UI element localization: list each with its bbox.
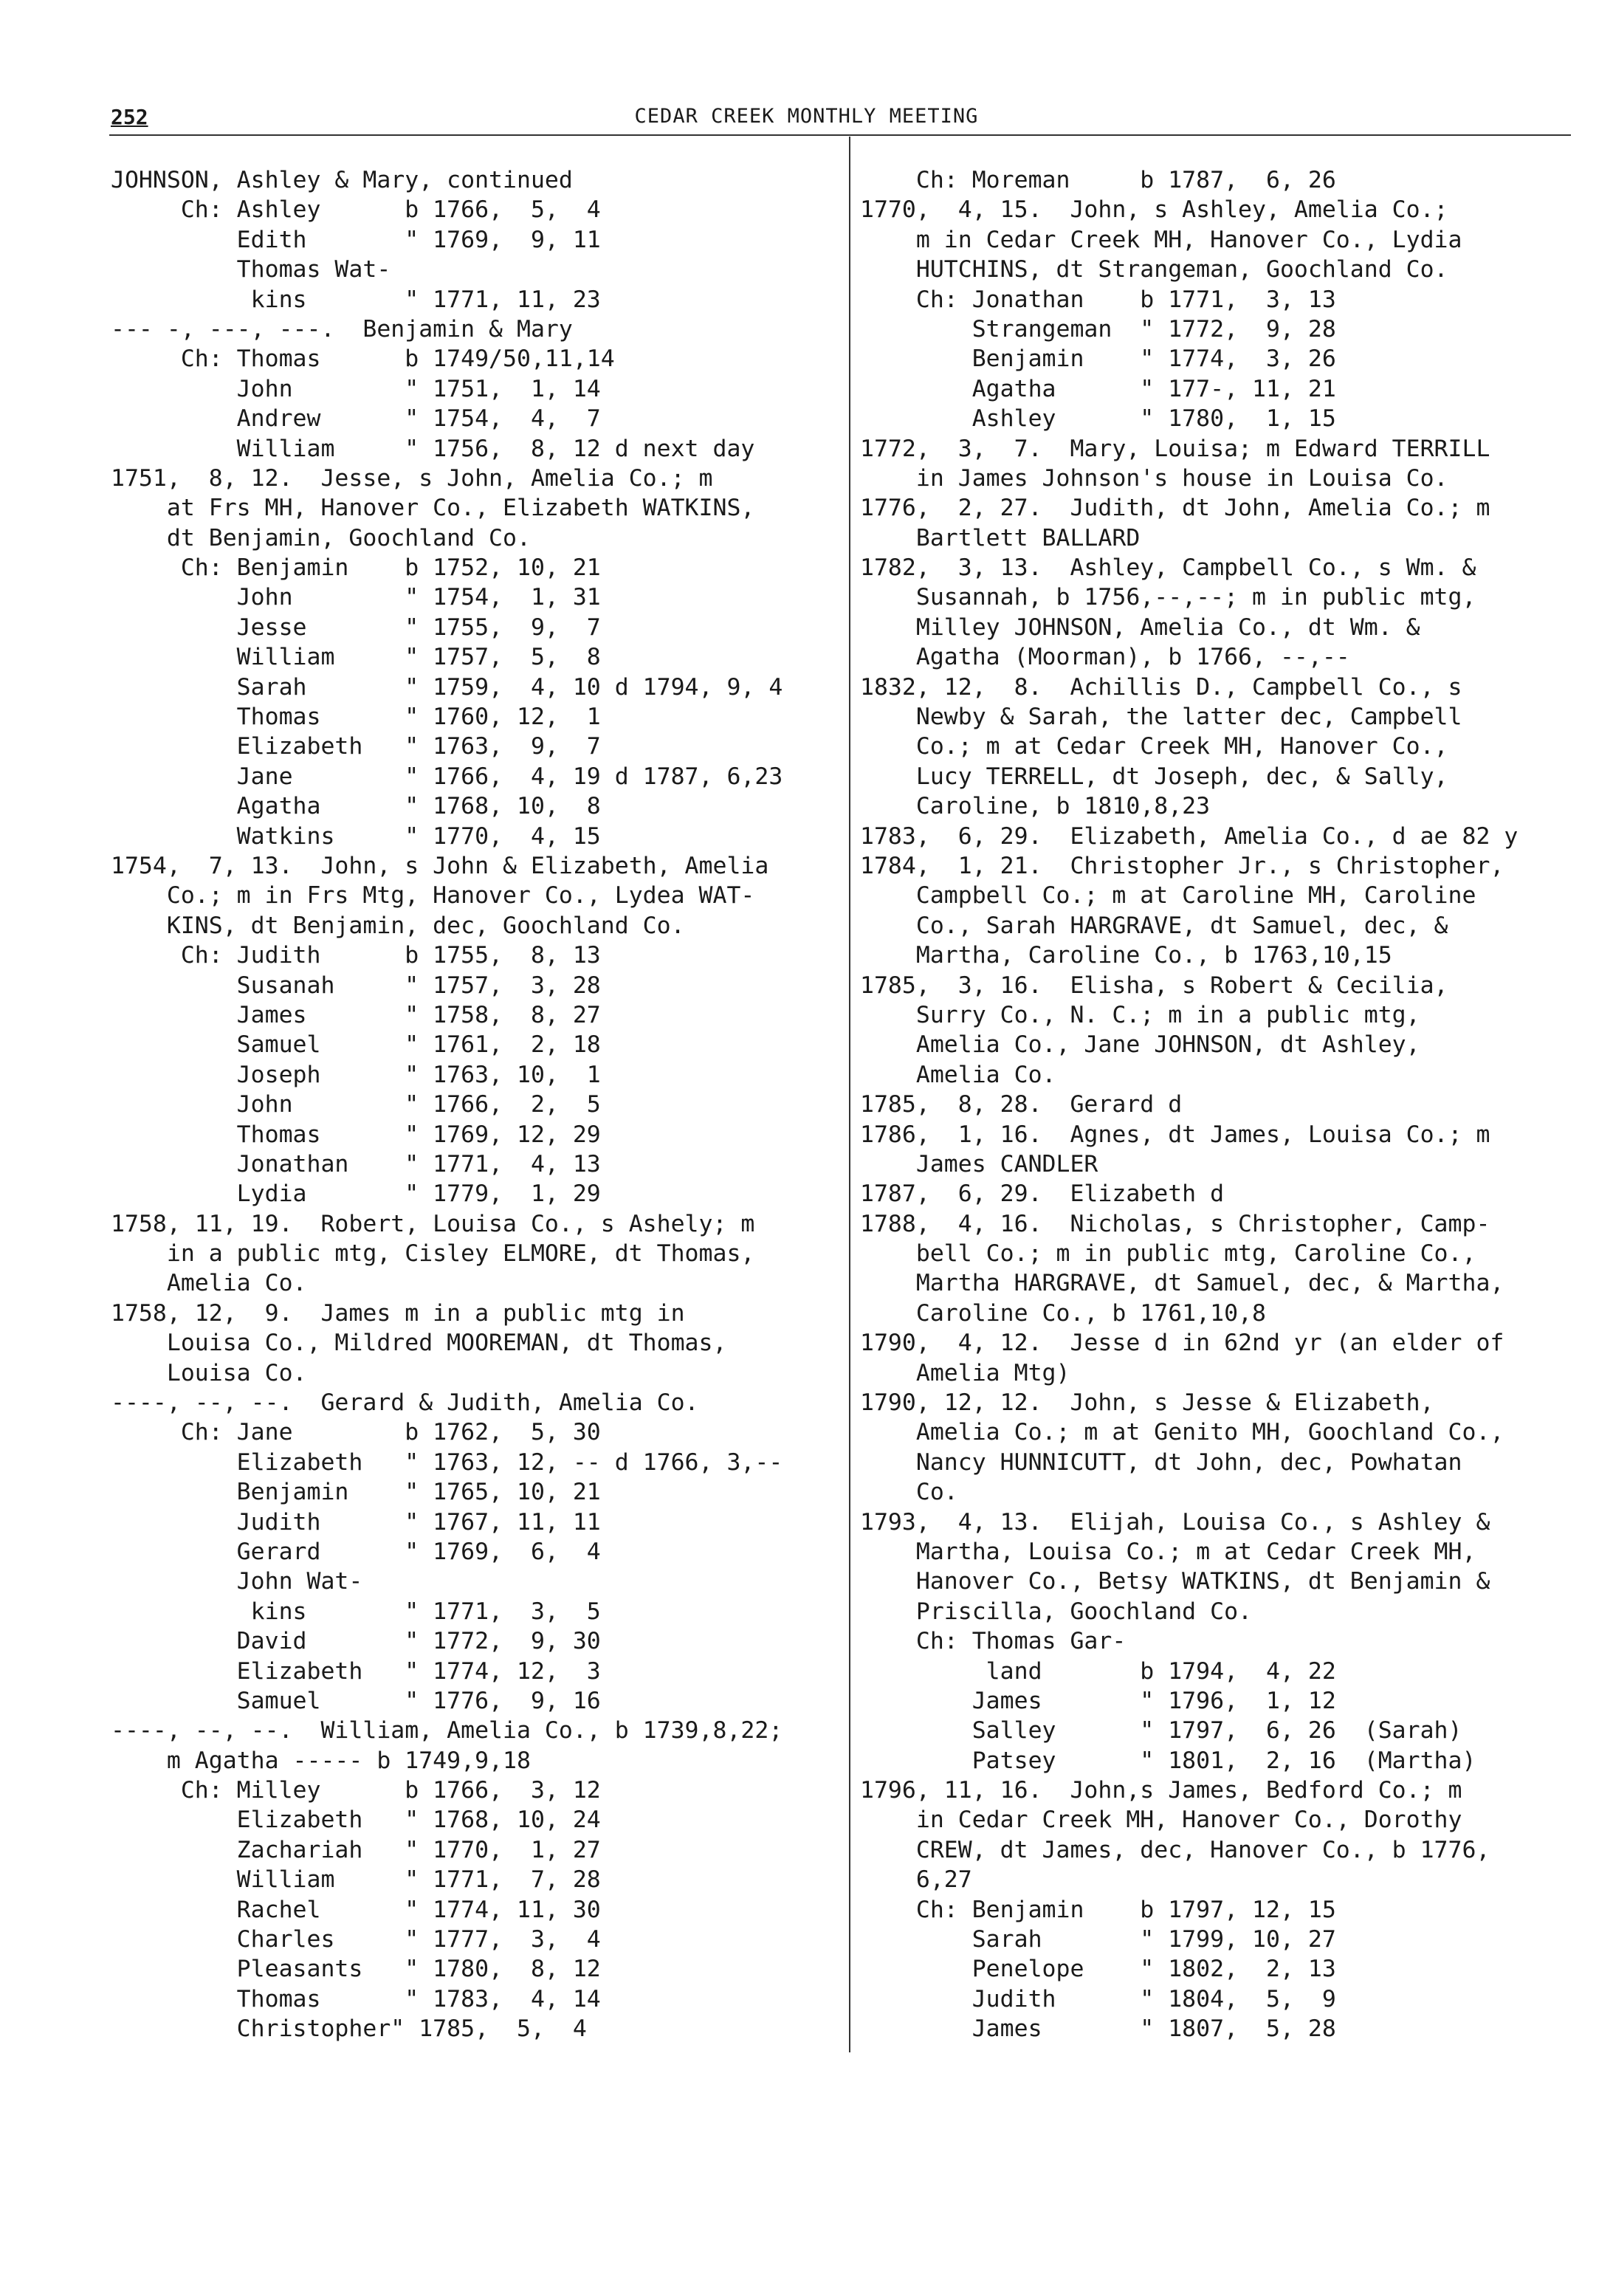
text-line: Ch: Ashley b 1766, 5, 4	[111, 196, 601, 224]
text-line: Nancy HUNNICUTT, dt John, dec, Powhatan	[860, 1448, 1462, 1476]
text-line: Penelope " 1802, 2, 13	[860, 1956, 1336, 1983]
text-line: John Wat-	[111, 1568, 363, 1595]
header-rule	[109, 134, 1571, 136]
text-line: kins " 1771, 3, 5	[111, 1598, 601, 1625]
text-line: Watkins " 1770, 4, 15	[111, 822, 601, 850]
text-line: 1782, 3, 13. Ashley, Campbell Co., s Wm. &	[860, 554, 1476, 582]
text-line: Louisa Co., Mildred MOOREMAN, dt Thomas,	[111, 1330, 727, 1357]
text-line: Ashley " 1780, 1, 15	[860, 405, 1336, 433]
text-line: Martha HARGRAVE, dt Samuel, dec, & Martha,	[860, 1270, 1504, 1297]
text-line: Ch: Benjamin b 1752, 10, 21	[111, 554, 601, 582]
text-line: bell Co.; m in public mtg, Caroline Co.,	[860, 1240, 1476, 1268]
text-line: at Frs MH, Hanover Co., Elizabeth WATKINS,	[111, 495, 755, 522]
text-line: ----, --, --. William, Amelia Co., b 1739,8,22;	[111, 1717, 783, 1745]
text-line: Newby & Sarah, the latter dec, Campbell	[860, 704, 1462, 731]
text-line: Charles " 1777, 3, 4	[111, 1926, 601, 1953]
text-line: Ch: Judith b 1755, 8, 13	[111, 942, 601, 969]
text-line: Amelia Mtg)	[860, 1359, 1070, 1386]
text-line: Sarah " 1799, 10, 27	[860, 1926, 1336, 1953]
text-line: Caroline Co., b 1761,10,8	[860, 1299, 1266, 1327]
text-line: Zachariah " 1770, 1, 27	[111, 1836, 601, 1863]
page-number: 252	[111, 105, 148, 129]
text-line: Pleasants " 1780, 8, 12	[111, 1956, 601, 1983]
text-line: Jane " 1766, 4, 19 d 1787, 6,23	[111, 763, 783, 790]
text-line: William " 1756, 8, 12 d next day	[111, 435, 755, 462]
text-line: Andrew " 1754, 4, 7	[111, 405, 601, 433]
text-line: Martha, Louisa Co.; m at Cedar Creek MH,	[860, 1538, 1476, 1565]
text-line: 1770, 4, 15. John, s Ashley, Amelia Co.;	[860, 196, 1448, 224]
text-line: 1785, 3, 16. Elisha, s Robert & Cecilia,	[860, 972, 1448, 999]
text-line: Co., Sarah HARGRAVE, dt Samuel, dec, &	[860, 912, 1448, 939]
right-column	[860, 165, 1518, 2044]
text-line: Surry Co., N. C.; m in a public mtg,	[860, 1001, 1420, 1028]
text-line: Lydia " 1779, 1, 29	[111, 1180, 601, 1208]
text-line: Ch: Moreman b 1787, 6, 26	[860, 167, 1336, 193]
text-line: Judith " 1804, 5, 9	[860, 1985, 1336, 2013]
text-line: Agatha " 1768, 10, 8	[111, 793, 601, 820]
text-line: 1790, 4, 12. Jesse d in 62nd yr (an elder of	[860, 1330, 1504, 1357]
text-line: David " 1772, 9, 30	[111, 1628, 601, 1655]
text-line: Ch: Milley b 1766, 3, 12	[111, 1777, 601, 1804]
text-line: Lucy TERRELL, dt Joseph, dec, & Sally,	[860, 763, 1448, 790]
text-line: 1786, 1, 16. Agnes, dt James, Louisa Co.; m	[860, 1121, 1490, 1148]
text-line: Co.	[860, 1479, 958, 1506]
text-line: John " 1754, 1, 31	[111, 584, 601, 611]
text-line: 1788, 4, 16. Nicholas, s Christopher, Camp-	[860, 1210, 1490, 1237]
text-line: Thomas " 1760, 12, 1	[111, 704, 601, 731]
text-line: HUTCHINS, dt Strangeman, Goochland Co.	[860, 256, 1448, 283]
text-line: Judith " 1767, 11, 11	[111, 1508, 601, 1536]
text-line: Agatha " 177-, 11, 21	[860, 375, 1336, 402]
text-line: Elizabeth " 1768, 10, 24	[111, 1807, 601, 1834]
text-line: Amelia Co.	[860, 1061, 1056, 1088]
text-line: Ch: Thomas Gar-	[860, 1628, 1127, 1655]
text-line: 1772, 3, 7. Mary, Louisa; m Edward TERRILL	[860, 435, 1490, 462]
text-line: Ch: Thomas b 1749/50,11,14	[111, 346, 615, 373]
text-line: Christopher" 1785, 5, 4	[111, 2015, 587, 2043]
text-line: 1754, 7, 13. John, s John & Elizabeth, Amelia	[111, 852, 769, 879]
text-line: John " 1766, 2, 5	[111, 1091, 601, 1118]
text-line: Ch: Jonathan b 1771, 3, 13	[860, 286, 1336, 313]
text-line: m in Cedar Creek MH, Hanover Co., Lydia	[860, 226, 1462, 253]
text-line: Ch: Benjamin b 1797, 12, 15	[860, 1896, 1336, 1923]
text-line: Joseph " 1763, 10, 1	[111, 1061, 601, 1088]
text-line: 1758, 11, 19. Robert, Louisa Co., s Ashely; m	[111, 1210, 755, 1237]
text-line: 1776, 2, 27. Judith, dt John, Amelia Co.; m	[860, 495, 1490, 522]
text-line: 1784, 1, 21. Christopher Jr., s Christopher,	[860, 852, 1504, 879]
text-line: Edith " 1769, 9, 11	[111, 226, 601, 253]
text-line: Thomas Wat-	[111, 256, 391, 283]
text-line: James " 1807, 5, 28	[860, 2015, 1336, 2043]
text-line: James " 1758, 8, 27	[111, 1001, 601, 1028]
text-line: John " 1751, 1, 14	[111, 375, 601, 402]
text-line: 1785, 8, 28. Gerard d	[860, 1091, 1183, 1118]
text-line: Hanover Co., Betsy WATKINS, dt Benjamin &	[860, 1568, 1490, 1595]
text-line: Samuel " 1761, 2, 18	[111, 1031, 601, 1059]
text-line: Campbell Co.; m at Caroline MH, Caroline	[860, 882, 1476, 910]
text-line: in James Johnson's house in Louisa Co.	[860, 464, 1448, 492]
text-line: 1790, 12, 12. John, s Jesse & Elizabeth,	[860, 1389, 1434, 1417]
text-line: Thomas " 1769, 12, 29	[111, 1121, 601, 1148]
text-line: Susannah, b 1756,--,--; m in public mtg,	[860, 584, 1476, 611]
text-line: 1787, 6, 29. Elizabeth d	[860, 1180, 1225, 1208]
text-line: m Agatha ----- b 1749,9,18	[111, 1747, 531, 1774]
text-line: land b 1794, 4, 22	[860, 1657, 1336, 1685]
text-line: Ch: Jane b 1762, 5, 30	[111, 1419, 601, 1446]
column-divider	[849, 137, 850, 2052]
text-line: Elizabeth " 1763, 9, 7	[111, 733, 601, 760]
text-line: James " 1796, 1, 12	[860, 1687, 1336, 1714]
text-line: William " 1771, 7, 28	[111, 1866, 601, 1894]
text-line: Benjamin " 1765, 10, 21	[111, 1479, 601, 1506]
text-line: Louisa Co.	[111, 1359, 307, 1386]
text-line: 6,27	[860, 1866, 972, 1894]
text-line: 1758, 12, 9. James m in a public mtg in	[111, 1299, 685, 1327]
text-line: Martha, Caroline Co., b 1763,10,15	[860, 942, 1392, 969]
text-line: Jesse " 1755, 9, 7	[111, 613, 601, 641]
text-line: 1796, 11, 16. John,s James, Bedford Co.; m	[860, 1777, 1462, 1804]
text-line: KINS, dt Benjamin, dec, Goochland Co.	[111, 912, 685, 939]
text-line: Co.; m at Cedar Creek MH, Hanover Co.,	[860, 733, 1448, 760]
text-line: William " 1757, 5, 8	[111, 644, 601, 671]
text-line: Patsey " 1801, 2, 16 (Martha)	[860, 1747, 1476, 1774]
text-line: 1793, 4, 13. Elijah, Louisa Co., s Ashley &	[860, 1508, 1490, 1536]
text-line: Samuel " 1776, 9, 16	[111, 1687, 601, 1714]
text-line: in Cedar Creek MH, Hanover Co., Dorothy	[860, 1807, 1462, 1834]
text-line: Thomas " 1783, 4, 14	[111, 1985, 601, 2013]
text-line: Gerard " 1769, 6, 4	[111, 1538, 601, 1565]
text-line: Elizabeth " 1774, 12, 3	[111, 1657, 601, 1685]
text-line: Priscilla, Goochland Co.	[860, 1598, 1253, 1625]
text-line: Rachel " 1774, 11, 30	[111, 1896, 601, 1923]
text-line: Sarah " 1759, 4, 10 d 1794, 9, 4	[111, 673, 783, 701]
text-line: 1751, 8, 12. Jesse, s John, Amelia Co.; m	[111, 464, 713, 492]
text-line: --- -, ---, ---. Benjamin & Mary	[111, 315, 573, 343]
text-line: Susanah " 1757, 3, 28	[111, 972, 601, 999]
text-line: Jonathan " 1771, 4, 13	[111, 1150, 601, 1178]
left-column	[111, 165, 783, 2044]
text-line: JOHNSON, Ashley & Mary, continued	[111, 167, 573, 193]
text-line: ----, --, --. Gerard & Judith, Amelia Co.	[111, 1389, 699, 1417]
text-line: Agatha (Moorman), b 1766, --,--	[860, 644, 1350, 671]
text-line: kins " 1771, 11, 23	[111, 286, 601, 313]
text-line: Elizabeth " 1763, 12, -- d 1766, 3,--	[111, 1448, 783, 1476]
text-line: 1783, 6, 29. Elizabeth, Amelia Co., d ae 82 y	[860, 822, 1519, 850]
text-line: Amelia Co.	[111, 1270, 307, 1297]
text-line: Bartlett BALLARD	[860, 524, 1141, 551]
text-line: dt Benjamin, Goochland Co.	[111, 524, 531, 551]
text-line: Benjamin " 1774, 3, 26	[860, 346, 1336, 373]
text-line: Caroline, b 1810,8,23	[860, 793, 1211, 820]
text-line: Amelia Co.; m at Genito MH, Goochland Co.,	[860, 1419, 1504, 1446]
text-line: 1832, 12, 8. Achillis D., Campbell Co., s	[860, 673, 1462, 701]
text-line: James CANDLER	[860, 1150, 1098, 1178]
text-line: CREW, dt James, dec, Hanover Co., b 1776,	[860, 1836, 1490, 1863]
text-line: Amelia Co., Jane JOHNSON, dt Ashley,	[860, 1031, 1420, 1059]
text-line: Strangeman " 1772, 9, 28	[860, 315, 1336, 343]
text-line: Milley JOHNSON, Amelia Co., dt Wm. &	[860, 613, 1420, 641]
text-line: Salley " 1797, 6, 26 (Sarah)	[860, 1717, 1462, 1745]
page-title: CEDAR CREEK MONTHLY MEETING	[634, 105, 979, 128]
text-line: in a public mtg, Cisley ELMORE, dt Thomas,	[111, 1240, 755, 1268]
text-line: Co.; m in Frs Mtg, Hanover Co., Lydea WAT-	[111, 882, 755, 910]
